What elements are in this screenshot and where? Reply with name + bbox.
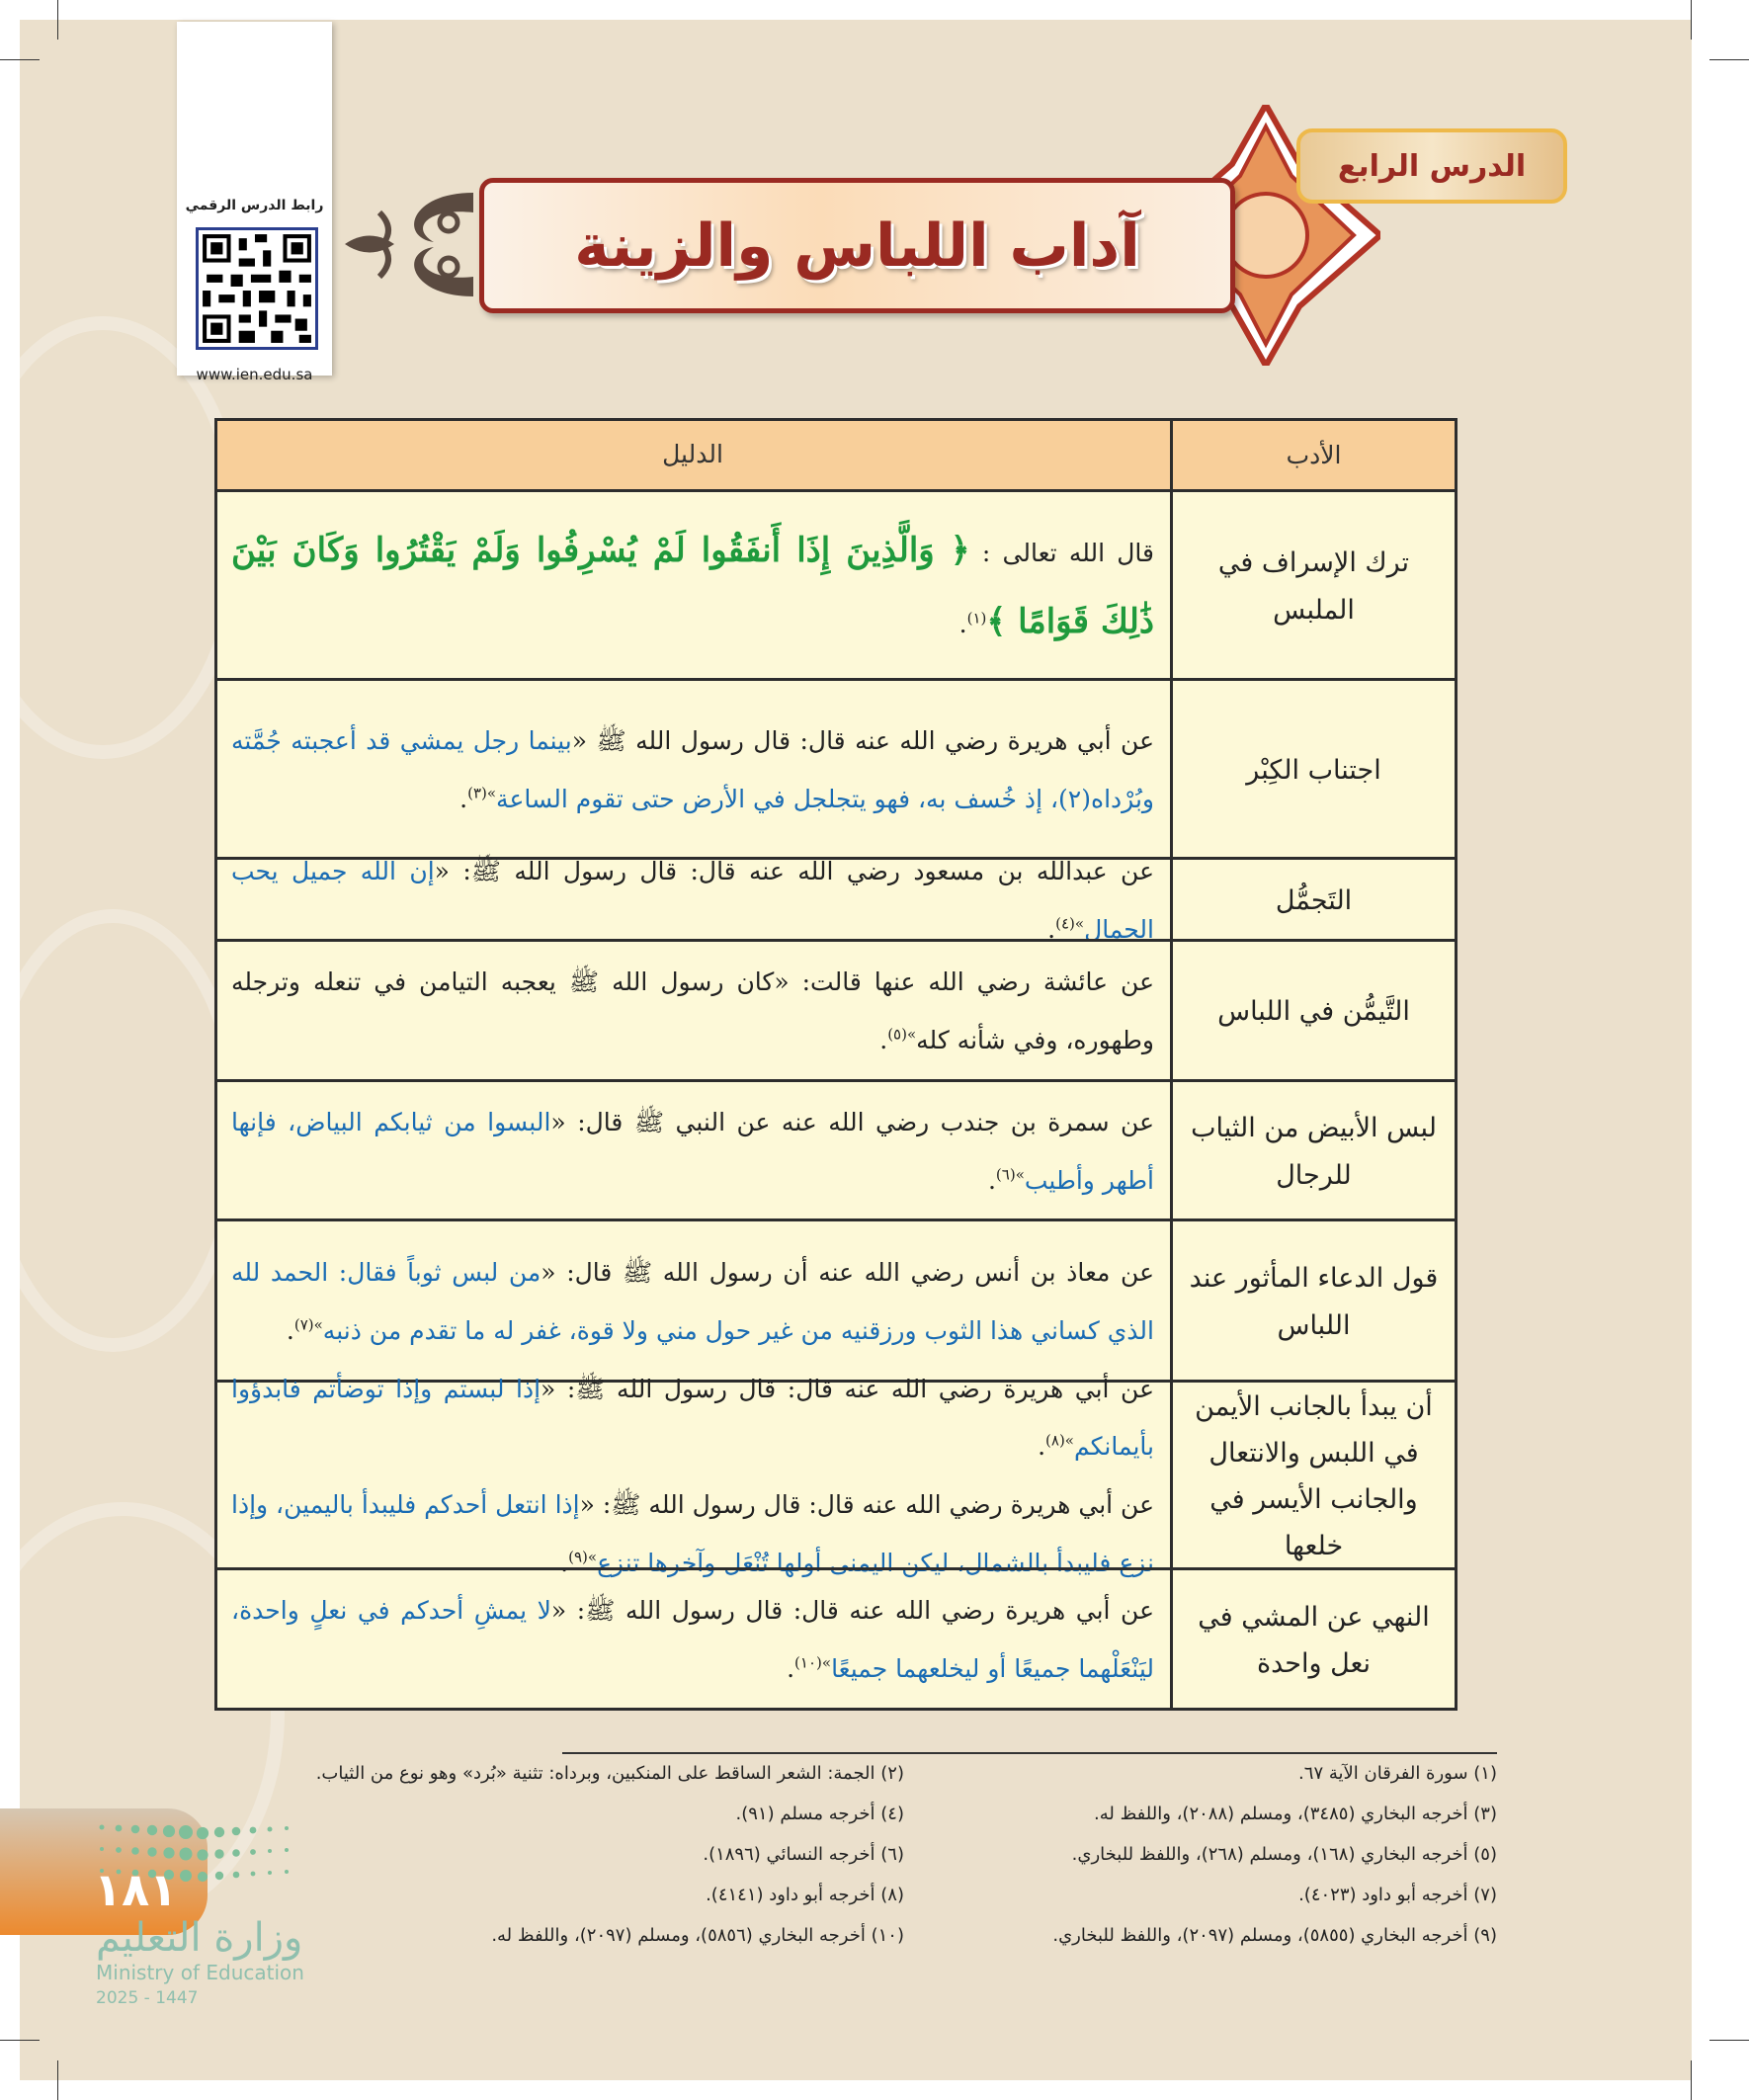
crop-mark: [57, 0, 58, 40]
hadith-quote: بينما رجل يمشي قد أعجبته جُمَّته وبُرْداه(٢)، إذ خُسف به، فهو يتجلجل في الأرض حتى تقوم الساعة: [231, 725, 1154, 813]
lesson-title-banner: [479, 178, 1235, 313]
footnote-ref: (١): [966, 609, 987, 628]
etiquette-cell: ترك الإسراف في الملبس: [1170, 492, 1455, 681]
logo-dot: [214, 1849, 223, 1858]
evidence-cell: [217, 492, 1170, 681]
hadith-quote: إن الله جميل يحب الجمال: [231, 856, 1154, 944]
crop-mark: [1691, 0, 1692, 40]
logo-dot: [214, 1827, 224, 1837]
evidence-cell: [217, 1221, 1170, 1383]
footnote-ref: »(٧): [293, 1315, 323, 1334]
logo-dot: [116, 1825, 123, 1832]
evidence-paragraph: [231, 1582, 1154, 1699]
evidence-text: .: [987, 1165, 996, 1195]
edition-year: 2025 - 1447: [96, 1988, 199, 2008]
etiquette-cell: أن يبدأ بالجانب الأيمن في اللبس والانتعال والجانب الأيسر في خلعها: [1170, 1383, 1455, 1570]
logo-dot: [100, 1825, 105, 1830]
logo-dot: [232, 1827, 241, 1836]
crop-mark: [57, 2060, 58, 2100]
digital-lesson-card[interactable]: [177, 22, 332, 383]
etiquette-cell: لبس الأبيض من الثياب للرجال: [1170, 1082, 1455, 1221]
logo-dot: [147, 1825, 157, 1835]
table-row: [217, 678, 1455, 860]
logo-dot: [215, 1872, 223, 1880]
evidence-paragraph: [231, 713, 1154, 829]
footnote-ref: »(١٠): [794, 1653, 832, 1672]
footnote-ref: »(٩): [568, 1548, 598, 1566]
lesson-number-badge: [1296, 128, 1567, 204]
logo-dot: [197, 1827, 208, 1839]
footnote: (٧) أخرجه أبو داود (٤٠٢٣).: [1298, 1885, 1497, 1905]
table-header-row: [217, 421, 1455, 489]
footnote: (٥) أخرجه البخاري (١٦٨)، ومسلم (٢٦٨)، واللفظ للبخاري.: [1071, 1844, 1497, 1865]
logo-dot: [197, 1849, 208, 1860]
page-title: آداب اللباس والزينة: [574, 210, 1140, 281]
lesson-number-label: الدرس الرابع: [1337, 148, 1527, 184]
evidence-text: عن عائشة رضي الله عنها قالت: «كان رسول الله ﷺ يعجبه التيامن في تنعله وترجله وطهوره، وفي شأنه كله: [231, 967, 1154, 1054]
evidence-cell: [217, 681, 1170, 860]
logo-dot: [147, 1847, 156, 1856]
evidence-text: .: [1047, 914, 1056, 944]
evidence-text: عن سمرة بن جندب رضي الله عنه عن النبي ﷺ قال: «: [550, 1107, 1154, 1136]
logo-dot: [268, 1849, 272, 1853]
logo-dot: [198, 1872, 208, 1882]
evidence-text: عن أبي هريرة رضي الله عنه قال: قال رسول الله ﷺ: «: [550, 1596, 1155, 1626]
evidence-text: .: [958, 609, 967, 638]
header-etiquette: الأدب: [1170, 421, 1455, 489]
qr-url-link[interactable]: www.ien.edu.sa: [196, 366, 313, 383]
qr-label: رابط الدرس الرقمي: [185, 198, 324, 213]
logo-dot: [180, 1870, 192, 1882]
evidence-paragraph: [231, 1361, 1154, 1477]
footnote: (٣) أخرجه البخاري (٣٤٨٥)، ومسلم (٢٠٨٨)، واللفظ له.: [1093, 1804, 1497, 1824]
footnote-ref: »(٦): [995, 1165, 1025, 1184]
evidence-text: عن عبدالله بن مسعود رضي الله عنه قال: قال رسول الله ﷺ: «: [434, 856, 1154, 885]
footnote: (١٠) أخرجه البخاري (٥٨٥٦)، ومسلم (٢٠٩٧)، واللفظ له.: [491, 1925, 904, 1946]
page-number: ١٨١: [94, 1863, 178, 1916]
etiquette-cell: التَجمُّل: [1170, 860, 1455, 942]
logo-dot: [179, 1825, 193, 1839]
evidence-text: .: [286, 1315, 294, 1345]
footnote: (٦) أخرجه النسائي (١٨٩٦).: [703, 1844, 904, 1865]
crop-mark: [0, 59, 40, 60]
evidence-cell: [217, 856, 1170, 944]
crop-mark: [0, 2040, 40, 2041]
evidence-text: عن أبي هريرة رضي الله عنه قال: قال رسول الله ﷺ: «: [579, 1490, 1154, 1519]
logo-dot: [285, 1826, 289, 1830]
flourish-ornament-icon: [340, 183, 478, 306]
etiquette-cell: التَّيمُّن في اللباس: [1170, 942, 1455, 1082]
evidence-paragraph: [231, 954, 1154, 1070]
table-row: [217, 489, 1455, 681]
evidence-paragraph: [231, 1244, 1154, 1361]
evidence-text: .: [560, 1548, 569, 1577]
table-row: [217, 939, 1455, 1082]
hadith-quote: البسوا من ثيابكم البياض، فإنها أطهر وأطيب: [231, 1107, 1154, 1195]
logo-dot: [285, 1870, 289, 1874]
logo-dot: [100, 1847, 104, 1851]
evidence-text: قال الله تعالى :: [969, 539, 1154, 568]
table-row: [217, 1567, 1455, 1711]
header-evidence: الدليل: [662, 440, 723, 469]
evidence-text: .: [1038, 1432, 1046, 1462]
logo-dot: [250, 1827, 257, 1834]
evidence-paragraph: [231, 516, 1154, 657]
crop-mark: [1709, 2040, 1749, 2041]
etiquette-table: [214, 418, 1458, 1711]
footnote: (٨) أخرجه أبو داود (٤١٤١).: [706, 1885, 904, 1905]
logo-dot: [232, 1849, 240, 1857]
evidence-cell: [217, 1570, 1170, 1711]
hadith-quote: إذا انتعل أحدكم فليبدأ باليمين، وإذا نزع فليبدأ بالشمال، ليكن اليمنى أولها تُنْعَل وآخرها تنزع: [231, 1490, 1154, 1577]
ministry-name-english: Ministry of Education: [96, 1961, 304, 1984]
footnote: (٢) الجمة: الشعر الساقط على المنكبين، وبرداه: تثنية «بُرد» وهو نوع من الثياب.: [315, 1763, 904, 1784]
evidence-text: .: [879, 1026, 888, 1054]
etiquette-cell: النهي عن المشي في نعل واحدة: [1170, 1570, 1455, 1711]
table-row: [217, 857, 1455, 942]
footnote-divider: [562, 1752, 1497, 1754]
table-row: [217, 1079, 1455, 1221]
qr-code-icon[interactable]: [196, 227, 318, 350]
logo-dot: [131, 1847, 139, 1855]
ministry-name-arabic: وزارة التعليم: [96, 1915, 303, 1961]
hadith-quote: ﴿ وَالَّذِينَ إِذَا أَنفَقُوا لَمْ يُسْرِفُوا وَلَمْ يَقْتُرُوا وَكَانَ بَيْنَ ذَٰلِكَ قَوَامًا ﴾: [231, 531, 1154, 641]
evidence-text: عن معاذ بن أنس رضي الله عنه أن رسول الله ﷺ قال: «: [541, 1257, 1154, 1287]
crop-mark: [1709, 59, 1749, 60]
footnote-ref: »(٤): [1055, 914, 1085, 933]
evidence-paragraph: [231, 1094, 1154, 1211]
logo-dot: [268, 1827, 273, 1832]
logo-dot: [116, 1847, 122, 1853]
evidence-cell: [217, 1082, 1170, 1221]
logo-dot: [163, 1825, 175, 1837]
evidence-cell: [217, 942, 1170, 1082]
crop-mark: [1691, 2060, 1692, 2100]
table-row: [217, 1374, 1455, 1577]
table-row: [217, 1218, 1455, 1383]
footnote: (٤) أخرجه مسلم (٩١).: [735, 1804, 904, 1824]
hadith-quote: من لبس ثوباً فقال: الحمد لله الذي كساني هذا الثوب ورزقنيه من غير حول مني ولا قوة، غفر له ما تقدم من ذنبه: [231, 1257, 1154, 1345]
logo-dot: [180, 1848, 193, 1861]
footnote-ref: »(٨): [1045, 1431, 1074, 1450]
footnote-ref: »(٥): [887, 1025, 917, 1044]
logo-dot: [250, 1849, 256, 1855]
background-ornament: [20, 909, 245, 1352]
logo-dot: [251, 1872, 256, 1877]
footnote: (٩) أخرجه البخاري (٥٨٥٥)، ومسلم (٢٠٩٧)، واللفظ للبخاري.: [1052, 1925, 1497, 1946]
etiquette-cell: قول الدعاء المأثور عند اللباس: [1170, 1221, 1455, 1383]
etiquette-cell: اجتناب الكِبْر: [1170, 681, 1455, 860]
footnote: (١) سورة الفرقان الآية ٦٧.: [1298, 1763, 1497, 1784]
logo-dot: [163, 1847, 174, 1858]
evidence-text: .: [459, 784, 468, 813]
evidence-cell: [217, 1374, 1170, 1577]
evidence-text: عن أبي هريرة رضي الله عنه قال: قال رسول الله ﷺ: «: [541, 1374, 1155, 1403]
hadith-quote: إذا لبستم وإذا توضأتم فابدؤوا بأيمانكم: [231, 1374, 1154, 1462]
hadith-quote: لا يمشِ أحدكم في نعلٍ واحدة، ليَنْعَلْهما جميعًا أو ليخلعهما جميعًا: [231, 1596, 1154, 1683]
footnote-ref: »(٣): [467, 784, 497, 802]
evidence-text: عن أبي هريرة رضي الله عنه قال: قال رسول الله ﷺ «: [571, 725, 1155, 755]
logo-dot: [131, 1825, 140, 1834]
evidence-text: .: [787, 1654, 795, 1683]
logo-dot: [285, 1848, 289, 1852]
logo-dot: [268, 1871, 272, 1875]
logo-dot: [233, 1872, 240, 1879]
